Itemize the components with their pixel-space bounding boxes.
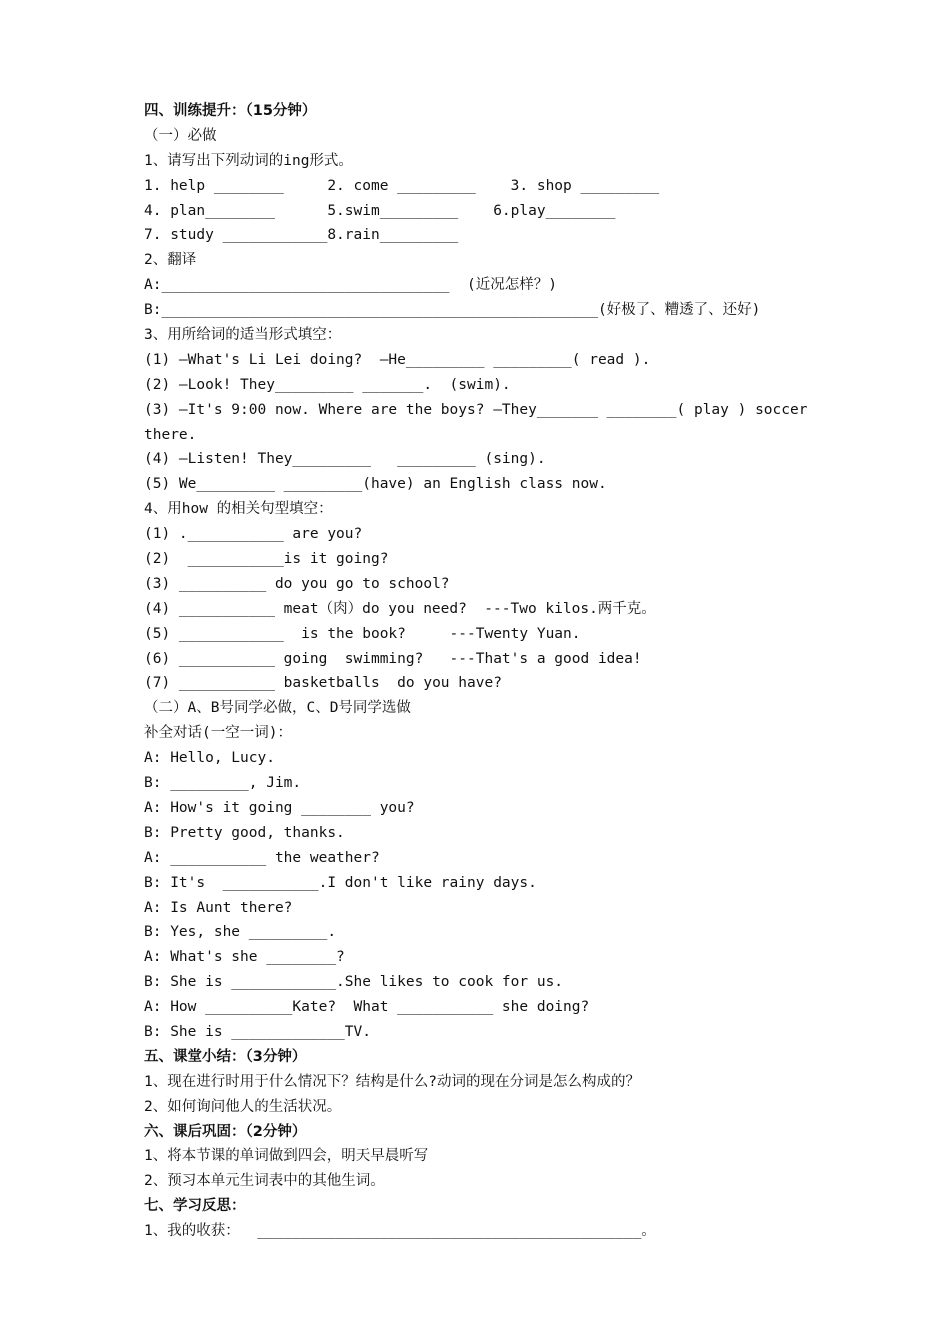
section-heading: 六、课后巩固：（2分钟） (144, 1123, 307, 1140)
text-line: A: How __________Kate? What ___________ she doing? (144, 999, 590, 1016)
worksheet (144, 99, 824, 1244)
text-line: 7. study ____________8.rain_________ (144, 227, 459, 244)
text-line: 4. plan________ 5.swim_________ 6.play________ (144, 202, 616, 219)
text-line: 2、预习本单元生词表中的其他生词。 (144, 1173, 385, 1190)
section-heading: 五、课堂小结：（3分钟） (144, 1048, 307, 1065)
text-line: (4) ___________ meat（肉）do you need? ---Two kilos.两千克。 (144, 600, 656, 617)
text-line: B: She is ____________.She likes to cook for us. (144, 974, 564, 991)
text-line: B: Pretty good, thanks. (144, 824, 345, 841)
text-line: 1、现在进行时用于什么情况下？结构是什么?动词的现在分词是怎么构成的？ (144, 1073, 640, 1090)
text-line: 1. help ________ 2. come _________ 3. shop _________ (144, 177, 660, 194)
text-line: (2) ___________is it going? (144, 551, 389, 568)
text-line: （二）A、B号同学必做，C、D号同学选做 (144, 700, 411, 717)
text-line: (7) ___________ basketballs do you have? (144, 675, 502, 692)
text-line: B: She is _____________TV. (144, 1023, 371, 1040)
text-line: B:__________________________________________________(好极了、糟透了、还好) (144, 302, 761, 319)
text-line: A: Is Aunt there? (144, 899, 293, 916)
text-line: (1) —What's Li Lei doing? —He_________ _________( read ). (144, 351, 651, 368)
text-line: B: It's ___________.I don't like rainy days. (144, 874, 537, 891)
text-line: (6) ___________ going swimming? ---That's a good idea! (144, 650, 642, 667)
text-line: (3) —It's 9:00 now. Where are the boys? —They_______ ________( play ) soccer (144, 401, 808, 418)
text-line: B: Yes, she _________. (144, 924, 337, 941)
text-line: (2) —Look! They_________ _______. (swim). (144, 376, 511, 393)
section-heading: 四、训练提升：（15分钟） (144, 103, 317, 119)
text-line: there. (144, 426, 197, 443)
text-line: (4) —Listen! They_________ _________ (sing). (144, 451, 546, 468)
text-line: 2、翻译 (144, 252, 197, 269)
text-line: (5) ____________ is the book? ---Twenty Yuan. (144, 625, 581, 642)
text-line: （一）必做 (144, 127, 217, 144)
text-line: 4、用how 的相关句型填空： (144, 501, 333, 518)
text-line: 2、如何询问他人的生活状况。 (144, 1098, 342, 1115)
text-line: 1、我的收获： ____________________________________________。 (144, 1223, 656, 1240)
text-line: 补全对话(一空一词)： (144, 725, 292, 742)
text-line: B: _________, Jim. (144, 775, 302, 792)
text-line: (3) __________ do you go to school? (144, 575, 450, 592)
text-line: 1、将本节课的单词做到四会，明天早晨听写 (144, 1148, 429, 1165)
text-line: A: What's she ________? (144, 949, 345, 966)
text-line: A: How's it going ________ you? (144, 799, 415, 816)
text-line: A: ___________ the weather? (144, 849, 380, 866)
section-heading: 七、学习反思： (144, 1198, 246, 1215)
text-line: (5) We_________ _________(have) an English class now. (144, 476, 607, 493)
text-line: (1) .___________ are you? (144, 526, 363, 543)
text-line: A: Hello, Lucy. (144, 750, 275, 767)
text-line: A:_________________________________ (近况怎样？) (144, 277, 557, 294)
text-line: 3、用所给词的适当形式填空： (144, 327, 342, 344)
text-line: 1、请写出下列动词的ing形式。 (144, 152, 353, 169)
